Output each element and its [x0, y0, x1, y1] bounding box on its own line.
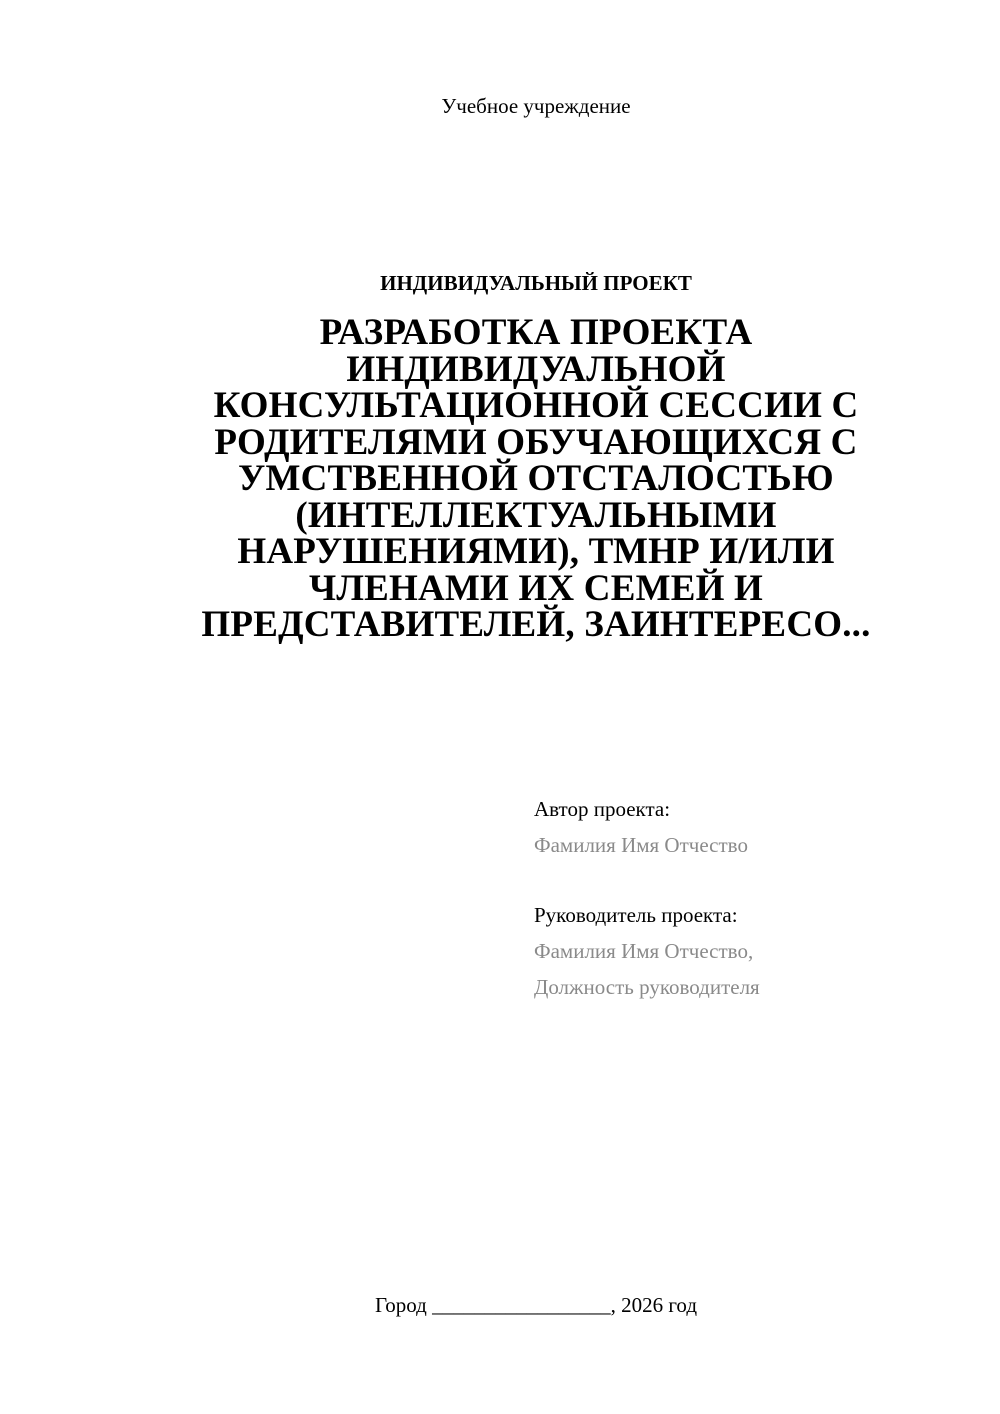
city-year-line: Город _________________, 2026 год	[374, 1293, 698, 1317]
project-type-heading: ИНДИВИДУАЛЬНЫЙ ПРОЕКТ	[380, 271, 692, 295]
project-title-line: РОДИТЕЛЯМИ ОБУЧАЮЩИХСЯ С	[214, 421, 858, 463]
credits-spacer	[534, 863, 760, 897]
project-title-line: РАЗРАБОТКА ПРОЕКТА	[319, 312, 753, 353]
author-label: Автор проекта:	[534, 797, 671, 821]
author-name: Фамилия Имя Отчество	[534, 833, 748, 857]
project-title-line: ПРЕДСТАВИТЕЛЕЙ, ЗАИНТЕРЕСО...	[201, 604, 871, 645]
supervisor-name: Фамилия Имя Отчество,	[534, 939, 754, 963]
project-title-line: ИНДИВИДУАЛЬНОЙ	[346, 348, 726, 390]
supervisor-position: Должность руководителя	[534, 975, 760, 999]
credits-block	[534, 791, 760, 1005]
project-title-line: КОНСУЛЬТАЦИОННОЙ СЕССИИ С	[213, 385, 859, 426]
institution-name: Учебное учреждение	[441, 94, 631, 118]
project-title-line: НАРУШЕНИЯМИ), ТМНР И/ИЛИ	[237, 531, 835, 572]
project-title	[180, 312, 892, 645]
project-title-line: ЧЛЕНАМИ ИХ СЕМЕЙ И	[308, 567, 763, 609]
project-title-line: (ИНТЕЛЛЕКТУАЛЬНЫМИ	[295, 494, 777, 536]
supervisor-label: Руководитель проекта:	[534, 903, 738, 927]
project-title-line: УМСТВЕННОЙ ОТСТАЛОСТЬЮ	[238, 458, 834, 499]
